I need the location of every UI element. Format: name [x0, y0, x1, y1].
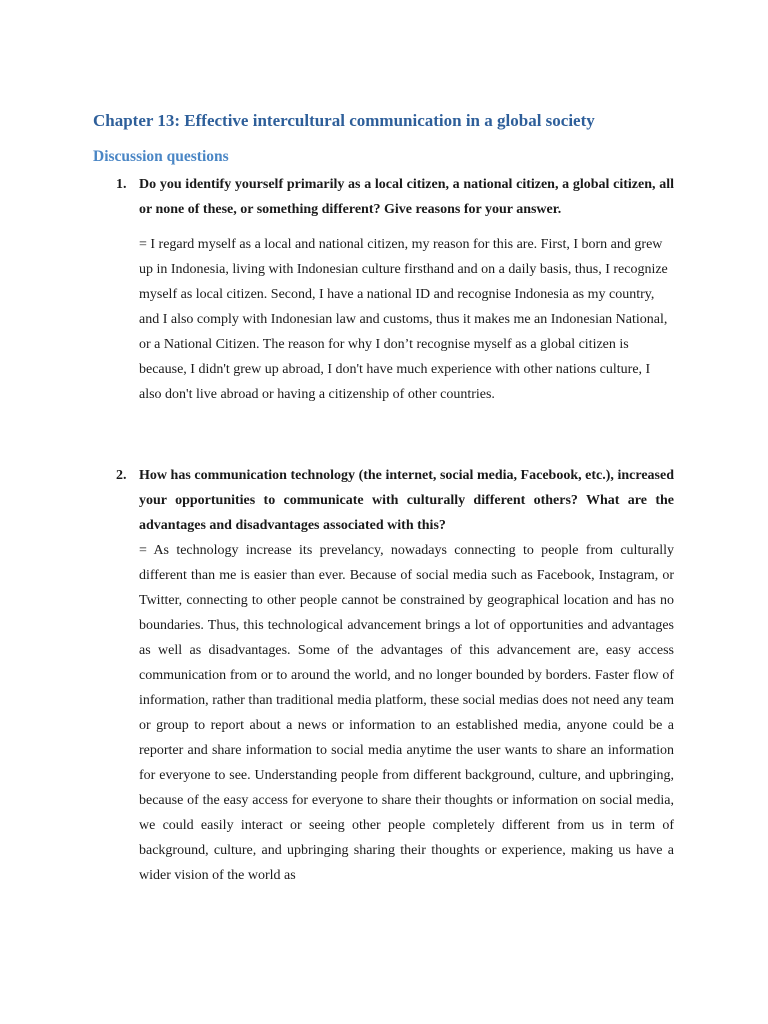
question-2-text: How has communication technology (the internet, social media, Facebook, etc.), increased your opportunities to communicate with culturally different others? What are the advantages and disadvantages associated with this? — [139, 468, 674, 533]
question-1 — [139, 172, 674, 407]
question-1-number: 1. — [116, 177, 127, 192]
chapter-title: Chapter 13: Effective intercultural communication in a global society — [93, 111, 595, 130]
question-2 — [139, 463, 674, 888]
question-1-text: Do you identify yourself primarily as a local citizen, a national citizen, a global citizen, all or none of these, or something different? Give reasons for your answer. — [139, 177, 674, 217]
answer-1-text: = I regard myself as a local and national citizen, my reason for this are. First, I born and grew up in Indonesia, living with Indonesian culture firsthand and on a daily basis, thus, I recognize myself as local citizen. Second, I have a national ID and recognise Indonesia as my country, and I also comply with Indonesian law and customs, thus it makes me an Indonesian National, or a National Citizen. The reason for why I don’t recognise myself as a global citizen is because, I didn't grew up abroad, I don't have much experience with other nations culture, I also don't live abroad or having a citizenship of other countries. — [139, 237, 668, 402]
section-heading: Discussion questions — [93, 148, 229, 165]
question-2-number: 2. — [116, 468, 127, 483]
answer-2-text: = As technology increase its prevelancy, nowadays connecting to people from culturally different than me is easier than ever. Because of social media such as Facebook, Instagram, or Twitter, connecting to other people cannot be constrained by geographical location and has no boundaries. Thus, this technological advancement brings a lot of opportunities and advantages as well as disadvantages. Some of the advantages of this advancement are, easy access communication from or to around the world, and no longer bounded by borders. Faster flow of information, rather than traditional media platform, these social medias does not need any team or group to report about a news or information to an established media, anyone could be a reporter and share information to social media anytime the user wants to share an information for everyone to see. Understanding people from different background, culture, and upbringing, because of the easy access for everyone to share their thoughts or information on social media, we could easily interact or seeing other people completely different from us in term of background, culture, and upbringing sharing their thoughts or experience, making us have a wider vision of the world as — [139, 543, 674, 883]
